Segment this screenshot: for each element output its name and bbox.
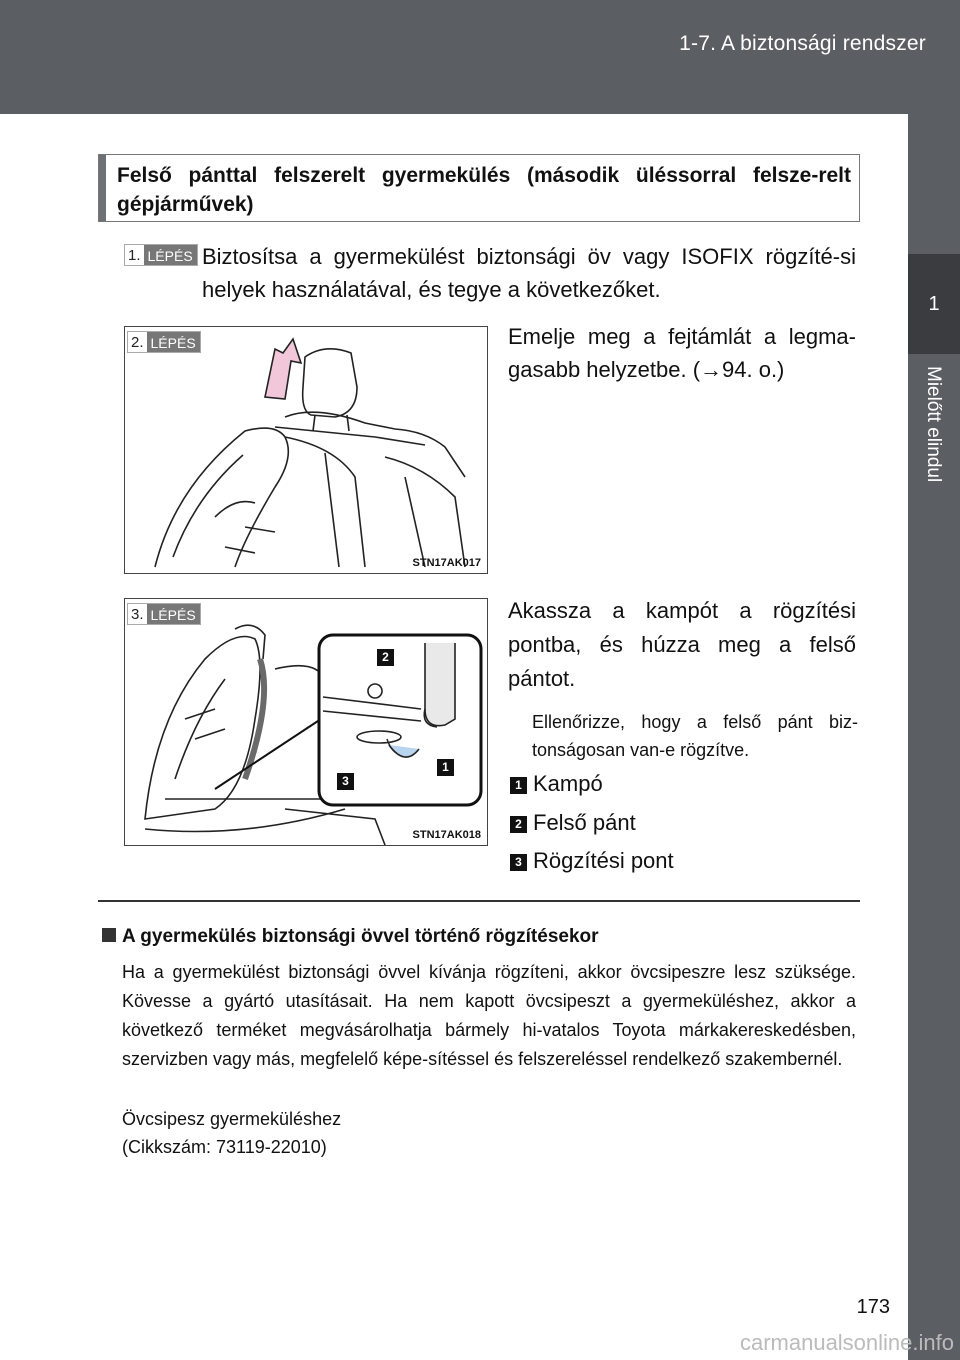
step-number: 3.	[131, 606, 144, 623]
step-tag: LÉPÉS	[144, 245, 197, 265]
callout-hook: 1	[437, 759, 454, 776]
figure-headrest	[124, 326, 488, 574]
step-1-text: Biztosítsa a gyermekülést biztonsági öv vagy ISOFIX rögzíté-si helyek használatával, és tegye a következőket.	[202, 244, 856, 302]
figure-code: STN17AK018	[412, 829, 481, 841]
page-number: 173	[856, 1296, 890, 1318]
side-tab-label	[908, 354, 960, 534]
step-badge-3	[127, 603, 201, 625]
side-tab-top	[908, 114, 960, 254]
step-2-text: Emelje meg a fejtámlát a legma-gasabb helyzetbe. (→94. o.)	[508, 324, 856, 382]
legend-number: 2	[510, 816, 527, 833]
legend-label: Rögzítési pont	[533, 848, 674, 873]
legend-number: 3	[510, 854, 527, 871]
seat-headrest-illustration	[125, 327, 487, 573]
step-tag: LÉPÉS	[147, 332, 200, 352]
page-header	[0, 0, 960, 114]
side-tab-bottom	[908, 534, 960, 1360]
figure-code: STN17AK017	[412, 557, 481, 569]
bullet-square-icon	[102, 928, 116, 942]
callout-anchor: 3	[337, 773, 354, 790]
step-3-text: Akassza a kampót a rögzítési pontba, és húzza meg a felső pántot.	[508, 598, 856, 691]
side-tab-number: 1	[908, 254, 960, 354]
step-3-note: Ellenőrizze, hogy a felső pánt biz-tonságosan van-e rögzítve.	[532, 712, 858, 760]
legend-label: Kampó	[533, 771, 603, 796]
note-heading	[102, 926, 599, 948]
step-number: 2.	[131, 334, 144, 351]
section-title-box	[98, 154, 860, 222]
part-line-1: Övcsipesz gyermeküléshez	[122, 1109, 342, 1129]
section-title-bar	[99, 155, 106, 221]
figure-top-strap	[124, 598, 488, 846]
note-paragraph: Ha a gyermekülést biztonsági övvel kívánja rögzíteni, akkor övcsipeszre lesz szüksége. Kövesse a gyártó utasításait. Ha nem kapott övcsipeszt a gyermeküléshez, akkor a következő terméket megvásárolhatja bármely hi-vatalos Toyota márkakereskedésben, szervizben vagy más, megfelelő képe-sítéssel és felszereléssel rendelkező szakembernél.	[122, 962, 856, 1069]
step-number: 1.	[128, 247, 141, 264]
callout-strap: 2	[377, 649, 394, 666]
step-badge-1	[124, 244, 198, 266]
legend-number: 1	[510, 777, 527, 794]
step-badge-2	[127, 331, 201, 353]
note-heading-text: A gyermekülés biztonsági övvel történő rögzítésekor	[122, 926, 599, 947]
legend-item-anchor	[510, 846, 674, 876]
legend-item-hook	[510, 769, 603, 799]
chapter-title: 1-7. A biztonsági rendszer	[679, 32, 926, 55]
side-tab-label-text: Mielőtt elindul	[923, 366, 944, 483]
child-seat-illustration	[125, 599, 487, 845]
step-tag: LÉPÉS	[147, 604, 200, 624]
section-title: Felső pánttal felszerelt gyermekülés (második üléssorral felsze-relt gépjárművek)	[117, 164, 851, 216]
divider-rule	[98, 900, 860, 902]
legend-item-strap	[510, 808, 636, 838]
legend-label: Felső pánt	[533, 810, 636, 835]
part-line-2: (Cikkszám: 73119-22010)	[122, 1137, 327, 1157]
watermark: carmanualsonline.info	[739, 1330, 954, 1355]
